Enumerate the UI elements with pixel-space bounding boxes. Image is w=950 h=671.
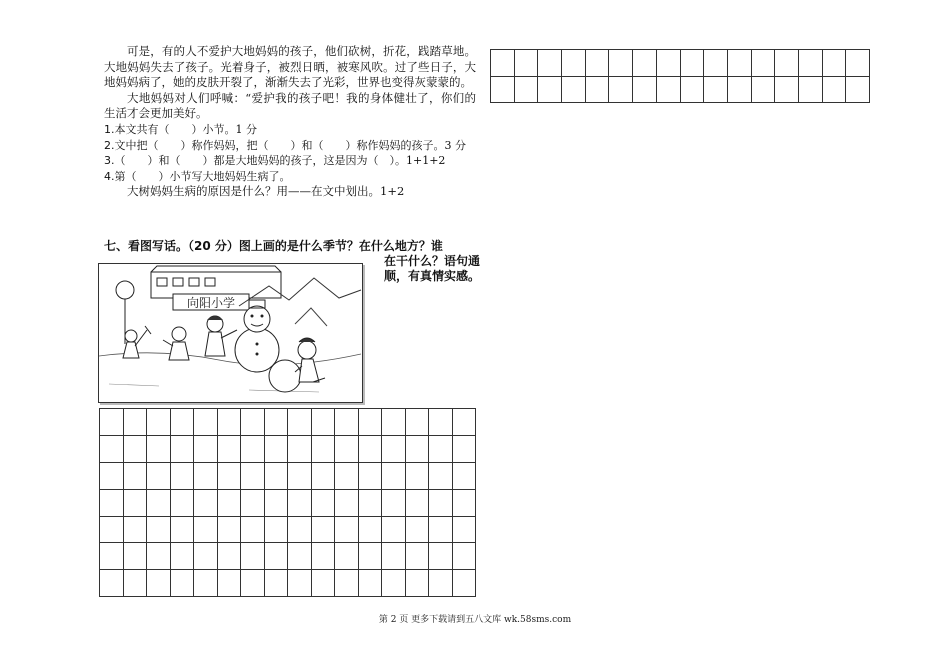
answer-grid-cell[interactable] xyxy=(704,76,728,103)
answer-grid-cell[interactable] xyxy=(633,50,657,77)
answer-grid-cell[interactable] xyxy=(822,76,846,103)
writing-grid-cell[interactable] xyxy=(429,516,453,543)
reading-passage xyxy=(104,44,476,200)
writing-grid-cell[interactable] xyxy=(288,435,312,462)
writing-grid-cell[interactable] xyxy=(358,435,382,462)
page-footer: 第 2 页 更多下载请到五八文库 wk.58sms.com xyxy=(378,615,572,625)
writing-grid-cell[interactable] xyxy=(194,409,218,436)
child-center xyxy=(205,316,237,356)
answer-grid-right xyxy=(490,49,870,103)
writing-grid-cell[interactable] xyxy=(382,435,406,462)
writing-grid-cell[interactable] xyxy=(241,516,265,543)
writing-grid-cell[interactable] xyxy=(311,543,335,570)
writing-grid-cell[interactable] xyxy=(405,409,429,436)
question-number: 1. xyxy=(104,122,115,136)
writing-grid-cell[interactable] xyxy=(123,543,147,570)
writing-grid-cell[interactable] xyxy=(358,489,382,516)
writing-grid-cell[interactable] xyxy=(405,462,429,489)
writing-grid-cell[interactable] xyxy=(382,516,406,543)
answer-grid-cell[interactable] xyxy=(704,50,728,77)
section-7-line-1: 七、看图写话。（20 分）图上画的是什么季节？在什么地方？谁 xyxy=(104,239,443,253)
child-left-2 xyxy=(163,327,189,360)
writing-grid-cell[interactable] xyxy=(170,516,194,543)
writing-grid-cell[interactable] xyxy=(123,435,147,462)
answer-grid-cell[interactable] xyxy=(514,50,538,77)
writing-grid-cell[interactable] xyxy=(217,409,241,436)
writing-grid-row xyxy=(100,516,476,543)
writing-grid-cell[interactable] xyxy=(264,543,288,570)
writing-grid-cell[interactable] xyxy=(311,435,335,462)
writing-grid-cell[interactable] xyxy=(288,462,312,489)
writing-grid-cell[interactable] xyxy=(217,543,241,570)
answer-grid-cell[interactable] xyxy=(609,76,633,103)
writing-grid-cell[interactable] xyxy=(147,489,171,516)
answer-grid-cell[interactable] xyxy=(680,50,704,77)
writing-grid-cell[interactable] xyxy=(288,570,312,597)
writing-grid-cell[interactable] xyxy=(170,409,194,436)
writing-grid-cell[interactable] xyxy=(429,409,453,436)
answer-grid-cell[interactable] xyxy=(609,50,633,77)
writing-grid-cell[interactable] xyxy=(264,462,288,489)
writing-grid-row xyxy=(100,462,476,489)
question-4 xyxy=(104,169,476,185)
answer-grid-cell[interactable] xyxy=(562,50,586,77)
section-7-line-2: 在干什么？语句通 xyxy=(383,254,480,268)
writing-grid-cell[interactable] xyxy=(288,543,312,570)
writing-grid-row xyxy=(100,409,476,436)
writing-grid-cell[interactable] xyxy=(382,489,406,516)
writing-grid-cell[interactable] xyxy=(123,516,147,543)
writing-grid-cell[interactable] xyxy=(452,409,476,436)
writing-grid-cell[interactable] xyxy=(170,543,194,570)
writing-grid-cell[interactable] xyxy=(147,409,171,436)
answer-grid-cell[interactable] xyxy=(538,50,562,77)
extra-question: 大树妈妈生病的原因是什么？用——在文中划出。1+2 xyxy=(127,184,405,199)
question-text: 文中把（ ）称作妈妈，把（ ）和（ ）称作妈妈的孩子。3 分 xyxy=(114,138,466,152)
writing-grid-cell[interactable] xyxy=(241,543,265,570)
writing-grid-cell[interactable] xyxy=(452,543,476,570)
writing-grid-cell[interactable] xyxy=(311,462,335,489)
question-3 xyxy=(104,153,476,169)
writing-grid-cell[interactable] xyxy=(358,516,382,543)
passage-paragraph-2: 大地妈妈对人们呼喊：“爱护我的孩子吧！我的身体健壮了，你们的生活才会更加美好。 xyxy=(104,90,476,121)
answer-grid-cell[interactable] xyxy=(491,50,515,77)
writing-grid-cell[interactable] xyxy=(405,570,429,597)
answer-grid-cell[interactable] xyxy=(491,76,515,103)
writing-grid-cell[interactable] xyxy=(405,516,429,543)
school-sign-text: 向阳小学 xyxy=(186,296,236,310)
writing-grid-cell[interactable] xyxy=(288,516,312,543)
writing-grid-cell[interactable] xyxy=(194,543,218,570)
answer-grid-cell[interactable] xyxy=(798,50,822,77)
writing-grid xyxy=(99,408,476,597)
question-text: 第（ ）小节写大地妈妈生病了。 xyxy=(114,169,291,183)
answer-grid-cell[interactable] xyxy=(514,76,538,103)
writing-grid-cell[interactable] xyxy=(100,462,124,489)
writing-grid-cell[interactable] xyxy=(170,435,194,462)
writing-grid-cell[interactable] xyxy=(123,462,147,489)
writing-grid-cell[interactable] xyxy=(452,516,476,543)
writing-grid-cell[interactable] xyxy=(335,543,359,570)
writing-grid-cell[interactable] xyxy=(241,570,265,597)
writing-grid-cell[interactable] xyxy=(100,489,124,516)
writing-grid-cell[interactable] xyxy=(335,409,359,436)
writing-grid-cell[interactable] xyxy=(147,516,171,543)
writing-grid-cell[interactable] xyxy=(100,516,124,543)
writing-grid-cell[interactable] xyxy=(358,409,382,436)
writing-grid-cell[interactable] xyxy=(405,543,429,570)
writing-grid-row xyxy=(100,435,476,462)
writing-grid-row xyxy=(100,570,476,597)
section-7-line-3: 顺，有真情实感。 xyxy=(383,269,480,283)
answer-grid-cell[interactable] xyxy=(562,76,586,103)
answer-grid-cell[interactable] xyxy=(775,50,799,77)
writing-grid-cell[interactable] xyxy=(311,409,335,436)
answer-grid-cell[interactable] xyxy=(751,50,775,77)
answer-grid-cell[interactable] xyxy=(656,50,680,77)
writing-grid-cell[interactable] xyxy=(335,489,359,516)
answer-grid-cell[interactable] xyxy=(633,76,657,103)
answer-grid-cell[interactable] xyxy=(822,50,846,77)
writing-grid-cell[interactable] xyxy=(100,543,124,570)
writing-grid-cell[interactable] xyxy=(123,489,147,516)
writing-grid-cell[interactable] xyxy=(358,543,382,570)
writing-grid-cell[interactable] xyxy=(170,462,194,489)
writing-grid-cell[interactable] xyxy=(311,489,335,516)
writing-grid-cell[interactable] xyxy=(147,543,171,570)
answer-grid-cell[interactable] xyxy=(846,76,870,103)
writing-grid-cell[interactable] xyxy=(170,570,194,597)
answer-grid-cell[interactable] xyxy=(656,76,680,103)
writing-grid-cell[interactable] xyxy=(100,570,124,597)
writing-grid-cell[interactable] xyxy=(382,409,406,436)
writing-grid-cell[interactable] xyxy=(429,489,453,516)
snowball xyxy=(269,360,301,392)
writing-grid-cell[interactable] xyxy=(429,435,453,462)
writing-grid-cell[interactable] xyxy=(452,570,476,597)
question-number: 3. xyxy=(104,154,115,168)
answer-grid-cell[interactable] xyxy=(727,50,751,77)
writing-grid-cell[interactable] xyxy=(452,489,476,516)
writing-grid-row xyxy=(100,543,476,570)
writing-grid-row xyxy=(100,489,476,516)
answer-grid-row xyxy=(491,50,870,77)
writing-grid-cell[interactable] xyxy=(288,489,312,516)
writing-grid-cell[interactable] xyxy=(429,543,453,570)
writing-grid-cell[interactable] xyxy=(217,570,241,597)
writing-grid-cell[interactable] xyxy=(335,516,359,543)
writing-grid-cell[interactable] xyxy=(241,462,265,489)
writing-grid-cell[interactable] xyxy=(311,570,335,597)
answer-grid-cell[interactable] xyxy=(538,76,562,103)
writing-grid-cell[interactable] xyxy=(241,435,265,462)
answer-grid-cell[interactable] xyxy=(798,76,822,103)
child-right xyxy=(295,338,325,382)
writing-grid-cell[interactable] xyxy=(264,516,288,543)
snowman-illustration xyxy=(98,263,363,403)
writing-grid-cell[interactable] xyxy=(335,462,359,489)
question-list xyxy=(104,122,476,184)
passage-paragraph-1: 可是，有的人不爱护大地妈妈的孩子，他们砍树，折花，践踏草地。大地妈妈失去了孩子。光着身子，被烈日晒，被寒风吹。过了些日子，大地妈妈病了，她的皮肤开裂了，渐渐失去了光彩，世界也变得灰蒙蒙的。 xyxy=(104,44,476,90)
writing-grid-cell[interactable] xyxy=(382,462,406,489)
writing-grid-cell[interactable] xyxy=(194,570,218,597)
question-number: 2. xyxy=(104,138,115,152)
question-1 xyxy=(104,122,476,138)
writing-grid-cell[interactable] xyxy=(194,435,218,462)
snowman xyxy=(235,300,279,372)
writing-grid-cell[interactable] xyxy=(429,570,453,597)
writing-grid-cell[interactable] xyxy=(147,435,171,462)
question-number: 4. xyxy=(104,169,115,183)
writing-grid-cell[interactable] xyxy=(194,462,218,489)
question-text: 本文共有（ ）小节。1 分 xyxy=(114,122,257,136)
answer-grid-cell[interactable] xyxy=(585,50,609,77)
writing-grid-cell[interactable] xyxy=(452,462,476,489)
writing-grid-cell[interactable] xyxy=(311,516,335,543)
writing-grid-cell[interactable] xyxy=(264,435,288,462)
writing-grid-cell[interactable] xyxy=(264,570,288,597)
answer-grid-row xyxy=(491,76,870,103)
answer-grid-cell[interactable] xyxy=(775,76,799,103)
answer-grid-cell[interactable] xyxy=(751,76,775,103)
writing-grid-cell[interactable] xyxy=(100,435,124,462)
answer-grid-cell[interactable] xyxy=(680,76,704,103)
writing-grid-cell[interactable] xyxy=(217,462,241,489)
writing-grid-cell[interactable] xyxy=(382,543,406,570)
writing-grid-cell[interactable] xyxy=(241,489,265,516)
writing-grid-cell[interactable] xyxy=(405,435,429,462)
answer-grid-cell[interactable] xyxy=(846,50,870,77)
writing-grid-cell[interactable] xyxy=(264,409,288,436)
writing-grid-cell[interactable] xyxy=(217,489,241,516)
writing-grid-cell[interactable] xyxy=(170,489,194,516)
writing-grid-cell[interactable] xyxy=(358,570,382,597)
writing-grid-cell[interactable] xyxy=(123,409,147,436)
writing-grid-cell[interactable] xyxy=(382,570,406,597)
writing-grid-cell[interactable] xyxy=(194,489,218,516)
writing-grid-cell[interactable] xyxy=(194,516,218,543)
hills xyxy=(239,278,361,306)
writing-grid-cell[interactable] xyxy=(335,435,359,462)
writing-grid-cell[interactable] xyxy=(288,409,312,436)
writing-grid-cell[interactable] xyxy=(100,409,124,436)
question-text: （ ）和（ ）都是大地妈妈的孩子，这是因为（ ）。1+1+2 xyxy=(114,154,446,168)
writing-grid-cell[interactable] xyxy=(217,435,241,462)
writing-grid-cell[interactable] xyxy=(358,462,382,489)
answer-grid-cell[interactable] xyxy=(585,76,609,103)
writing-grid-cell[interactable] xyxy=(452,435,476,462)
snowman-drawing xyxy=(99,264,362,402)
writing-grid-cell[interactable] xyxy=(123,570,147,597)
writing-grid-cell[interactable] xyxy=(217,516,241,543)
question-2 xyxy=(104,138,476,154)
writing-grid-cell[interactable] xyxy=(405,489,429,516)
writing-grid-cell[interactable] xyxy=(147,570,171,597)
writing-grid-cell[interactable] xyxy=(147,462,171,489)
writing-grid-cell[interactable] xyxy=(264,489,288,516)
writing-grid-cell[interactable] xyxy=(241,409,265,436)
answer-grid-cell[interactable] xyxy=(727,76,751,103)
lamp-post xyxy=(116,281,134,299)
writing-grid-cell[interactable] xyxy=(429,462,453,489)
writing-grid-cell[interactable] xyxy=(335,570,359,597)
